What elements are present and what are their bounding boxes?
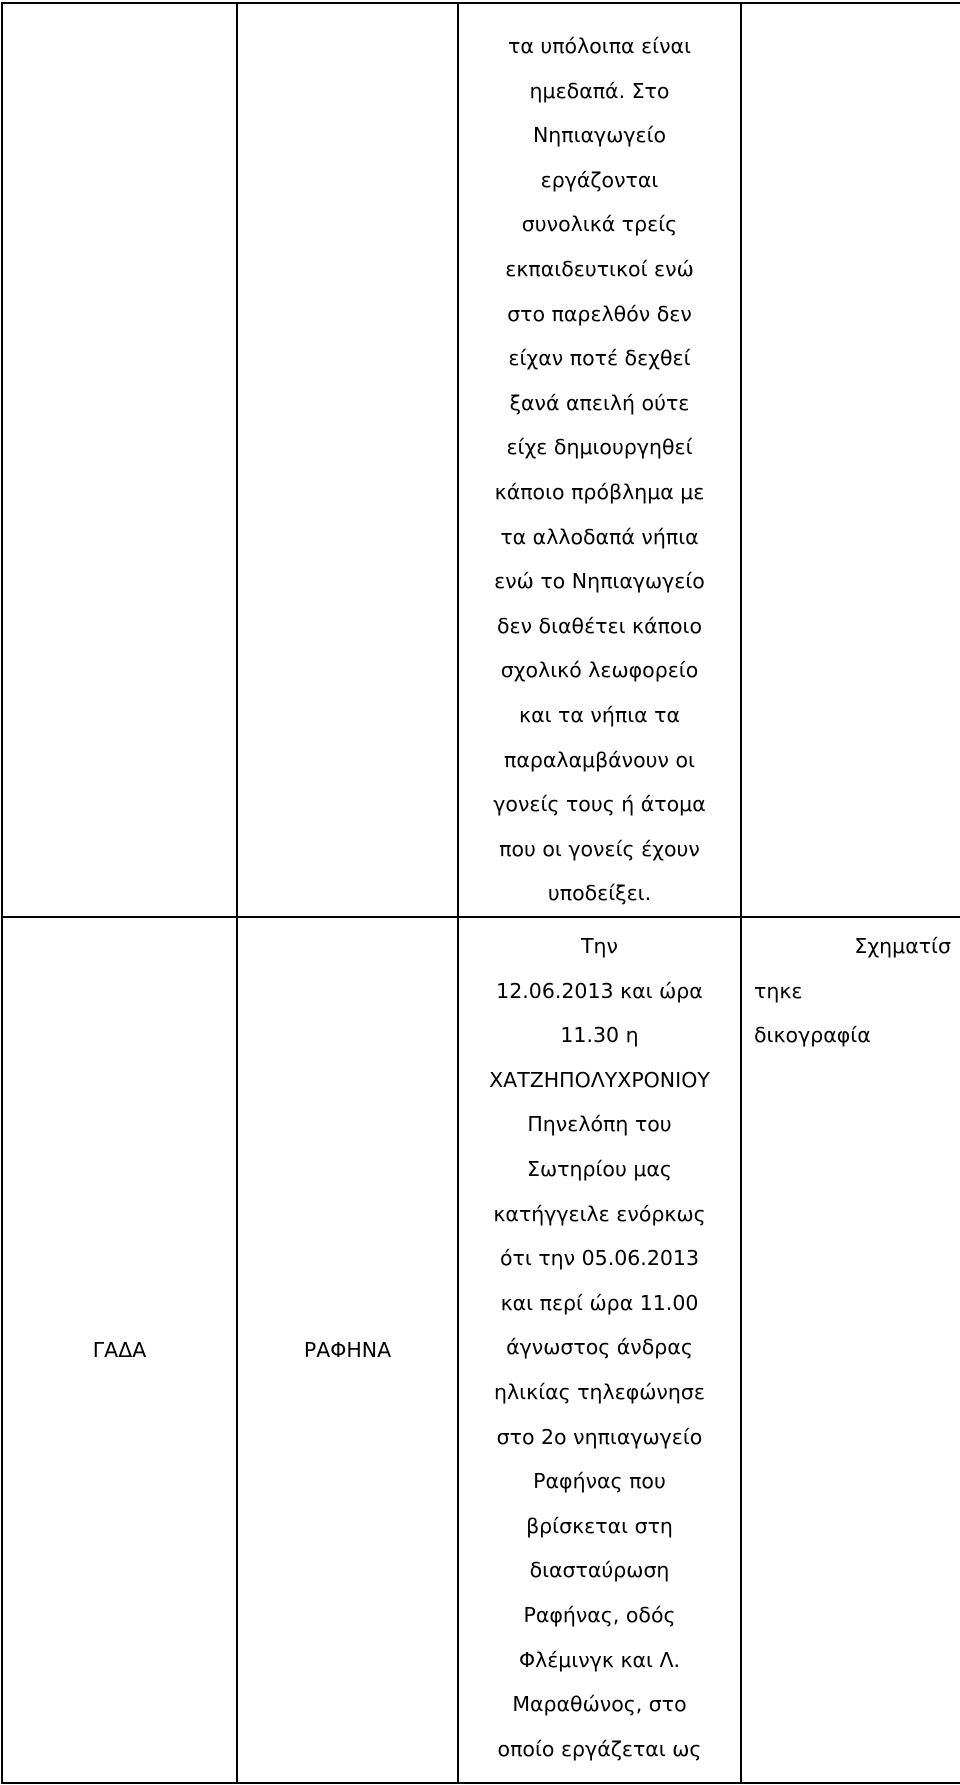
description-line: τα αλλοδαπά νήπια	[500, 524, 699, 549]
description-line: Ραφήνας, οδός	[523, 1602, 676, 1627]
description-line: τα υπόλοιπα είναι	[507, 34, 692, 58]
description-line: σχολικό λεωφορείο	[500, 658, 699, 683]
description-line: και περί ώρα 11.00	[500, 1290, 699, 1315]
description-line: εργάζονται	[540, 167, 659, 192]
cell-location	[237, 917, 458, 1783]
table-row	[2, 3, 960, 917]
description-line: διασταύρωση	[529, 1558, 670, 1583]
cell-location-empty	[237, 3, 458, 917]
description-line: υποδείξει.	[547, 881, 652, 906]
description-line: συνολικά τρείς	[521, 212, 678, 237]
description-line: ΧΑΤΖΗΠΟΛΥΧΡΟΝΙΟΥ	[489, 1067, 710, 1092]
description-line: Την	[581, 934, 618, 958]
description-line: Σωτηρίου μας	[527, 1156, 672, 1181]
description-line: Μαραθώνος, στο	[512, 1692, 687, 1717]
description-line: στο 2ο νηπιαγωγείο	[496, 1424, 703, 1449]
description-line: ενώ το Νηπιαγωγείο	[494, 569, 705, 594]
description-line: ξανά απειλή ούτε	[509, 390, 690, 415]
description-line: είχε δημιουργηθεί	[506, 435, 693, 460]
outcome-line: τηκε	[754, 978, 803, 1003]
table-row	[2, 917, 960, 1783]
outcome-text	[742, 918, 960, 1058]
authority-text: ΓΑΔΑ	[92, 1338, 147, 1362]
description-line: βρίσκεται στη	[526, 1513, 673, 1538]
cell-outcome-empty	[741, 3, 960, 917]
description-line: κάποιο πρόβλημα με	[494, 479, 705, 504]
description-line: που οι γονείς έχουν	[499, 836, 700, 861]
description-line: οποίο εργάζεται ως	[497, 1736, 702, 1761]
description-line: Ραφήνας που	[533, 1469, 666, 1494]
cell-authority	[2, 917, 237, 1783]
description-line: 12.06.2013 και ώρα	[496, 978, 703, 1003]
description-line: Φλέμινγκ και Λ.	[518, 1647, 681, 1672]
cell-description	[458, 917, 741, 1783]
description-line: παραλαμβάνουν οι	[504, 747, 695, 772]
description-text	[459, 4, 740, 916]
description-line: γονείς τους ή άτομα	[493, 792, 706, 817]
description-line: είχαν ποτέ δεχθεί	[508, 346, 691, 371]
outcome-line: δικογραφία	[754, 1023, 871, 1048]
description-line: στο παρελθόν δεν	[507, 301, 692, 326]
description-line: ηλικίας τηλεφώνησε	[494, 1379, 705, 1404]
cell-authority-empty	[2, 3, 237, 917]
description-line: δεν διαθέτει κάποιο	[496, 613, 703, 638]
description-line: κατήγγειλε ενόρκως	[493, 1201, 706, 1226]
description-line: ημεδαπά. Στο	[529, 78, 670, 103]
cell-outcome	[741, 917, 960, 1783]
description-line: εκπαιδευτικοί ενώ	[505, 256, 694, 281]
description-line: άγνωστος άνδρας	[506, 1335, 693, 1360]
location-text: ΡΑΦΗΝΑ	[303, 1338, 392, 1362]
document-table	[1, 2, 960, 1784]
outcome-line: Σχηματίσ	[854, 934, 951, 958]
description-text	[459, 918, 740, 1771]
cell-description	[458, 3, 741, 917]
description-line: Νηπιαγωγείο	[532, 123, 667, 148]
description-line: και τα νήπια τα	[518, 702, 681, 727]
description-line: ότι την 05.06.2013	[499, 1246, 699, 1271]
description-line: 11.30 η	[560, 1023, 639, 1048]
description-line: Πηνελόπη του	[527, 1112, 672, 1137]
